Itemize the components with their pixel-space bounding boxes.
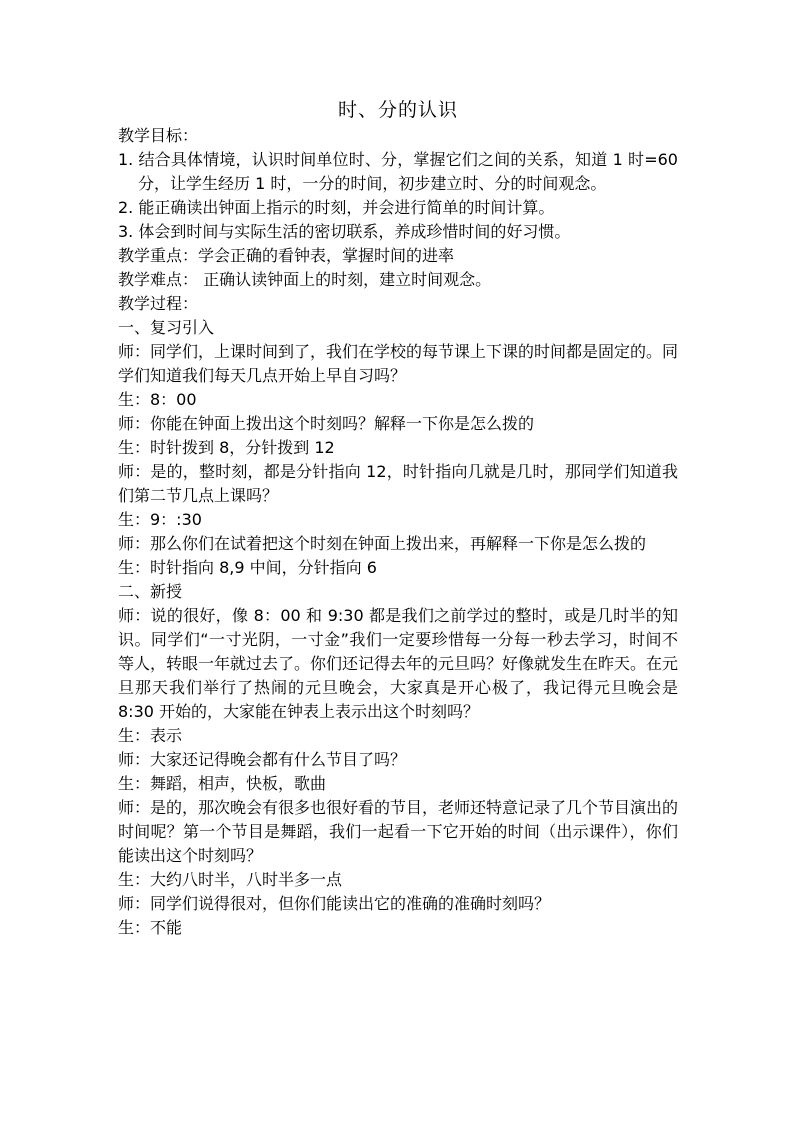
- objective-item-2: 2. 能正确读出钟面上指示的时刻，并会进行简单的时间计算。: [118, 198, 555, 217]
- dialogue-line: 师：是的，整时刻，都是分针指向 12，时针指向几就是几时，那同学们知道我们第二节几点上课吗？: [118, 462, 678, 505]
- dialogue-line: 师：同学们，上课时间到了，我们在学校的每节课上下课的时间都是固定的。同学们知道我们每天几点开始上早自习吗？: [118, 342, 679, 385]
- document-page: [118, 96, 678, 940]
- dialogue-line: 生：9：:30: [118, 510, 202, 529]
- dialogue-line: 师：那么你们在试着把这个时刻在钟面上拨出来，再解释一下你是怎么拨的: [118, 534, 647, 553]
- dialogue-line: 生：时针拨到 8，分针拨到 12: [118, 438, 335, 457]
- objective-item-1: 1. 结合具体情境，认识时间单位时、分，掌握它们之间的关系，知道 1 时=60 分，让学生经历 1 时，一分的时间，初步建立时、分的时间观念。: [118, 150, 678, 193]
- difficult-point: 教学难点： 正确认读钟面上的时刻，建立时间观念。: [118, 270, 492, 289]
- dialogue-line: 师：同学们说得很对，但你们能读出它的准确的准确时刻吗？: [118, 894, 551, 913]
- dialogue-line: 生：时针指向 8,9 中间，分针指向 6: [118, 558, 377, 577]
- dialogue-line: 师：说的很好，像 8：00 和 9:30 都是我们之前学过的整时，或是几时半的知识。同学们“一寸光阴，一寸金”我们一定要珍惜每一分每一秒去学习，时间不等人，转眼一年就过去了。你们还记得去年的元旦吗？好像就发生在昨天。在元旦那天我们举行了热闹的元旦晚会，大家真是开心极了，我记得元旦晚会是 8:30 开始的，大家能在钟表上表示出这个时刻吗？: [118, 606, 679, 721]
- dialogue-line: 生：大约八时半，八时半多一点: [118, 870, 343, 889]
- dialogue-line: 生：表示: [118, 726, 183, 745]
- dialogue-line: 师：大家还记得晚会都有什么节目了吗？: [118, 750, 407, 769]
- dialogue-line: 师：你能在钟面上拨出这个时刻吗？解释一下你是怎么拨的: [118, 414, 535, 433]
- objective-item-3: 3. 体会到时间与实际生活的密切联系，养成珍惜时间的好习惯。: [118, 222, 571, 241]
- section-heading-new: 二、新授: [118, 582, 183, 601]
- objectives-heading: 教学目标：: [118, 126, 199, 145]
- dialogue-line: 师：是的，那次晚会有很多也很好看的节目，老师还特意记录了几个节目演出的时间呢？第一个节目是舞蹈，我们一起看一下它开始的时间（出示课件），你们能读出这个时刻吗？: [118, 798, 679, 865]
- dialogue-line: 生：8：00: [118, 390, 197, 409]
- key-point: 教学重点：学会正确的看钟表，掌握时间的进率: [118, 246, 455, 265]
- document-title: 时、分的认识: [337, 99, 458, 121]
- process-heading: 教学过程：: [118, 294, 199, 313]
- section-heading-review: 一、复习引入: [118, 318, 215, 337]
- dialogue-line: 生：不能: [118, 918, 183, 937]
- dialogue-line: 生：舞蹈，相声，快板，歌曲: [118, 774, 327, 793]
